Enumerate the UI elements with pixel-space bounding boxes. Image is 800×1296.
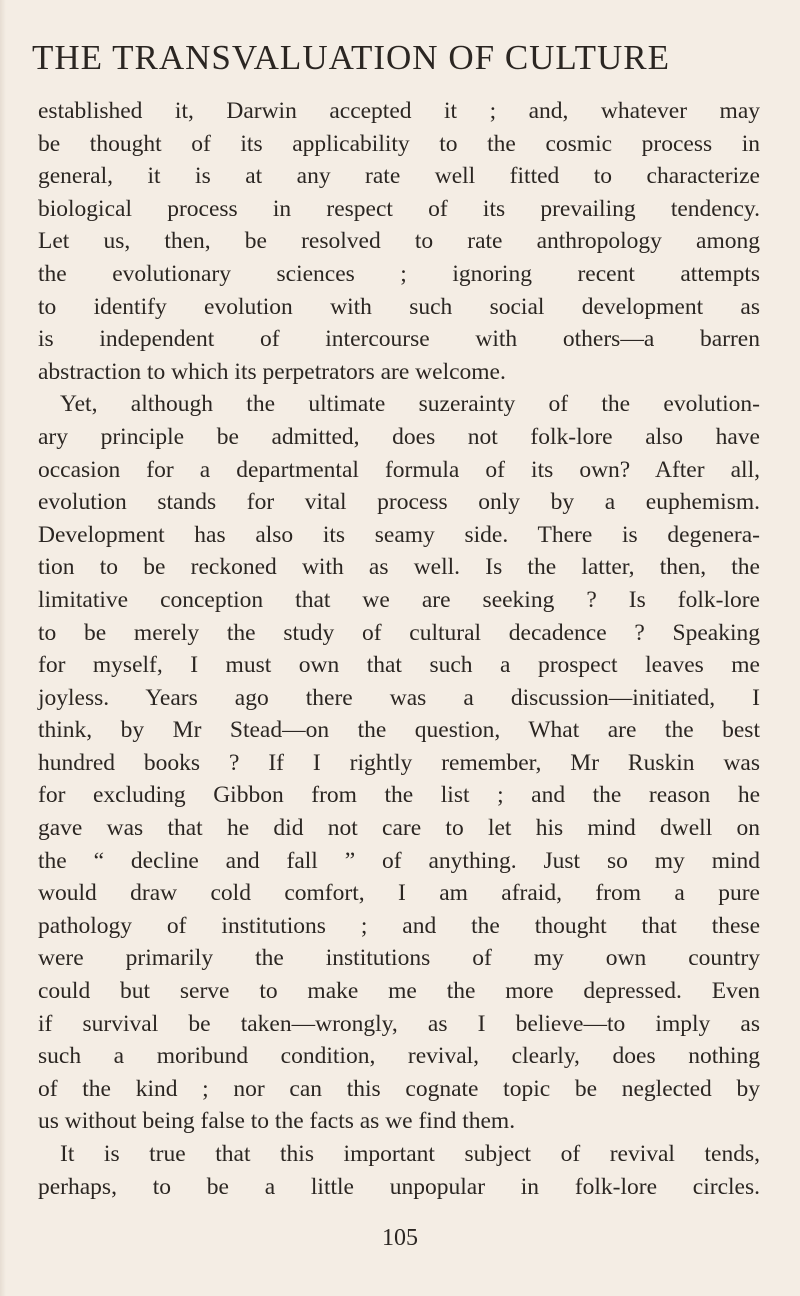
text-line: could but serve to make me the more depressed. Even (38, 978, 760, 1005)
text-line: hundred books ? If I rightly remember, Mr Ruskin was (38, 749, 760, 776)
text-line: limitative conception that we are seeking ? Is folk-lore (38, 586, 760, 613)
text-line: Let us, then, be resolved to rate anthropology among (38, 228, 760, 255)
text-line: if survival be taken—wrongly, as I believe—to imply as (38, 1010, 760, 1037)
text-line: evolution stands for vital process only by a euphemism. (38, 489, 760, 516)
running-head: THE TRANSVALUATION OF CULTURE (32, 38, 670, 77)
text-line: tion to be reckoned with as well. Is the latter, then, the (38, 554, 760, 581)
text-line: is independent of intercourse with others—a barren (38, 326, 760, 353)
text-line: the evolutionary sciences ; ignoring recent attempts (38, 260, 760, 287)
text-line: biological process in respect of its prevailing tendency. (38, 195, 760, 222)
text-line: general, it is at any rate well fitted to characterize (38, 163, 760, 190)
text-line: Yet, although the ultimate suzerainty of the evolution- (60, 391, 760, 418)
body-text (38, 95, 760, 1203)
text-line: would draw cold comfort, I am afraid, from a pure (38, 880, 760, 907)
text-line: It is true that this important subject of revival tends, (60, 1141, 760, 1167)
text-line: ary principle be admitted, does not folk-lore also have (38, 423, 760, 450)
text-line: Development has also its seamy side. There is degenera- (38, 521, 760, 548)
text-line: be thought of its applicability to the cosmic process in (38, 130, 760, 157)
text-line: established it, Darwin accepted it ; and, whatever may (38, 98, 760, 124)
text-line: were primarily the institutions of my own country (38, 945, 760, 972)
text-line: gave was that he did not care to let his mind dwell on (38, 815, 760, 842)
text-line: for excluding Gibbon from the list ; and the reason he (38, 782, 760, 809)
text-line: abstraction to which its perpetrators are welcome. (38, 358, 506, 385)
page-edge-shadow (0, 0, 6, 1296)
text-line: pathology of institutions ; and the thought that these (38, 912, 760, 939)
text-line: for myself, I must own that such a prospect leaves me (38, 652, 760, 679)
text-line: perhaps, to be a little unpopular in folk-lore circles. (38, 1173, 760, 1200)
page-number: 105 (382, 1225, 418, 1251)
text-line: such a moribund condition, revival, clearly, does nothing (38, 1043, 760, 1070)
text-line: us without being false to the facts as we find them. (38, 1108, 516, 1135)
text-line: the “ decline and fall ” of anything. Just so my mind (38, 847, 760, 874)
text-line: to be merely the study of cultural decadence ? Speaking (38, 619, 760, 646)
text-line: joyless. Years ago there was a discussion—initiated, I (38, 684, 760, 711)
text-line: to identify evolution with such social development as (38, 293, 760, 320)
text-line: think, by Mr Stead—on the question, What are the best (38, 717, 760, 744)
text-line: occasion for a departmental formula of its own? After all, (38, 456, 760, 483)
text-line: of the kind ; nor can this cognate topic be neglected by (38, 1075, 760, 1102)
